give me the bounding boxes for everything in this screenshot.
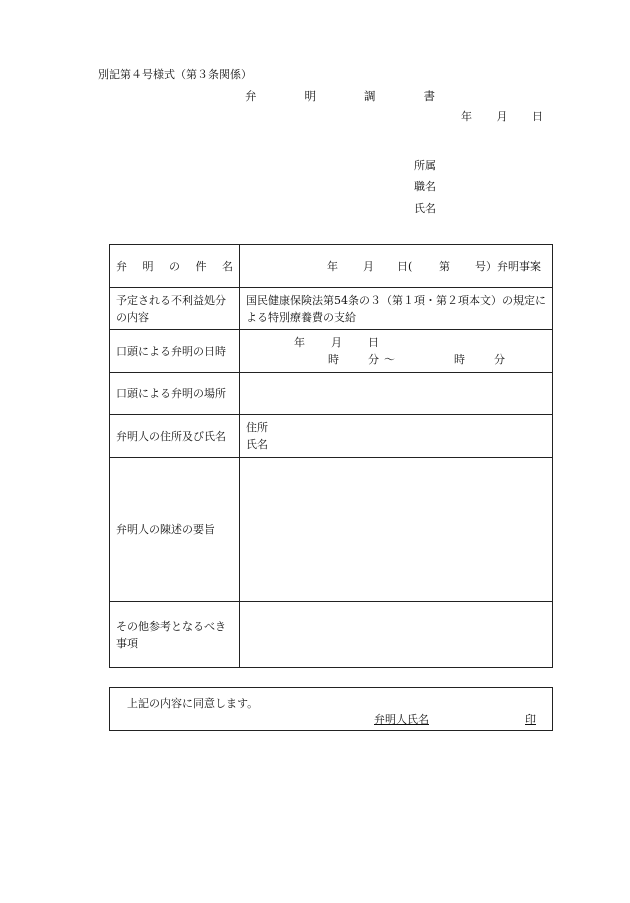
signature-label: 弁明人氏名 [374,713,429,726]
table-row [110,415,553,458]
label-char: の [169,259,180,273]
table-row [110,602,553,668]
oral-year: 年 [294,336,305,349]
oral-hour-from: 時 [328,353,339,366]
title-char: 弁 [245,89,257,103]
oral-minute-from: 分 [368,353,379,366]
table-row [110,288,553,330]
affiliation-label: 所属 [414,159,436,172]
address-value[interactable] [240,415,553,458]
subject-value[interactable] [240,245,553,288]
table-row [110,245,553,288]
label-char: 件 [195,259,207,273]
disposition-label: 予定される不利益処分の内容 [110,288,240,330]
label-char: 明 [142,259,154,273]
subject-number-prefix: 第 [439,259,450,273]
label-char: 名 [222,259,233,273]
address-field: 住所 [246,421,268,434]
date-month: 月 [496,110,508,123]
title-char: 調 [364,89,376,103]
subject-year: 年 [327,259,338,273]
oral-place-value[interactable] [240,373,553,415]
oral-month: 月 [331,336,342,349]
title-char: 明 [304,89,316,103]
oral-day: 日 [368,336,379,349]
table-row [110,373,553,415]
document-title [245,88,435,104]
subject-number-suffix: 号）弁明事案 [475,259,541,273]
name-label: 氏名 [414,202,436,215]
statement-table [109,244,553,668]
subject-day: 日( [397,259,413,273]
date-day: 日 [532,110,543,123]
subject-month: 月 [363,259,374,273]
address-label: 弁明人の住所及び氏名 [110,415,240,458]
date-line [461,108,543,124]
consent-text: 上記の内容に同意します。 [127,697,259,710]
name-field: 氏名 [246,438,268,451]
other-label: その他参考となるべき事項 [110,602,240,668]
title-char: 書 [423,89,435,103]
subject-label [110,245,240,288]
form-number: 別記第４号様式（第３条関係） [98,68,252,81]
label-char: 弁 [116,259,127,273]
oral-date-label: 口頭による弁明の日時 [110,330,240,373]
oral-place-label: 口頭による弁明の場所 [110,373,240,415]
consent-box [109,687,553,731]
oral-hour-to: 時 [454,353,465,366]
oral-minute-to: 分 [494,353,505,366]
other-value[interactable] [240,602,553,668]
table-row [110,458,553,602]
date-year: 年 [461,110,472,123]
seal-mark: 印 [525,713,536,726]
disposition-value: 国民健康保険法第54条の３（第１項・第２項本文）の規定による特別療養費の支給 [240,288,553,330]
statement-value[interactable] [240,458,553,602]
signature-line[interactable] [374,711,536,727]
oral-date-value[interactable] [240,330,553,373]
table-row [110,330,553,373]
statement-label: 弁明人の陳述の要旨 [110,458,240,602]
position-label: 職名 [414,180,436,193]
oral-tilde: ～ [384,353,395,366]
